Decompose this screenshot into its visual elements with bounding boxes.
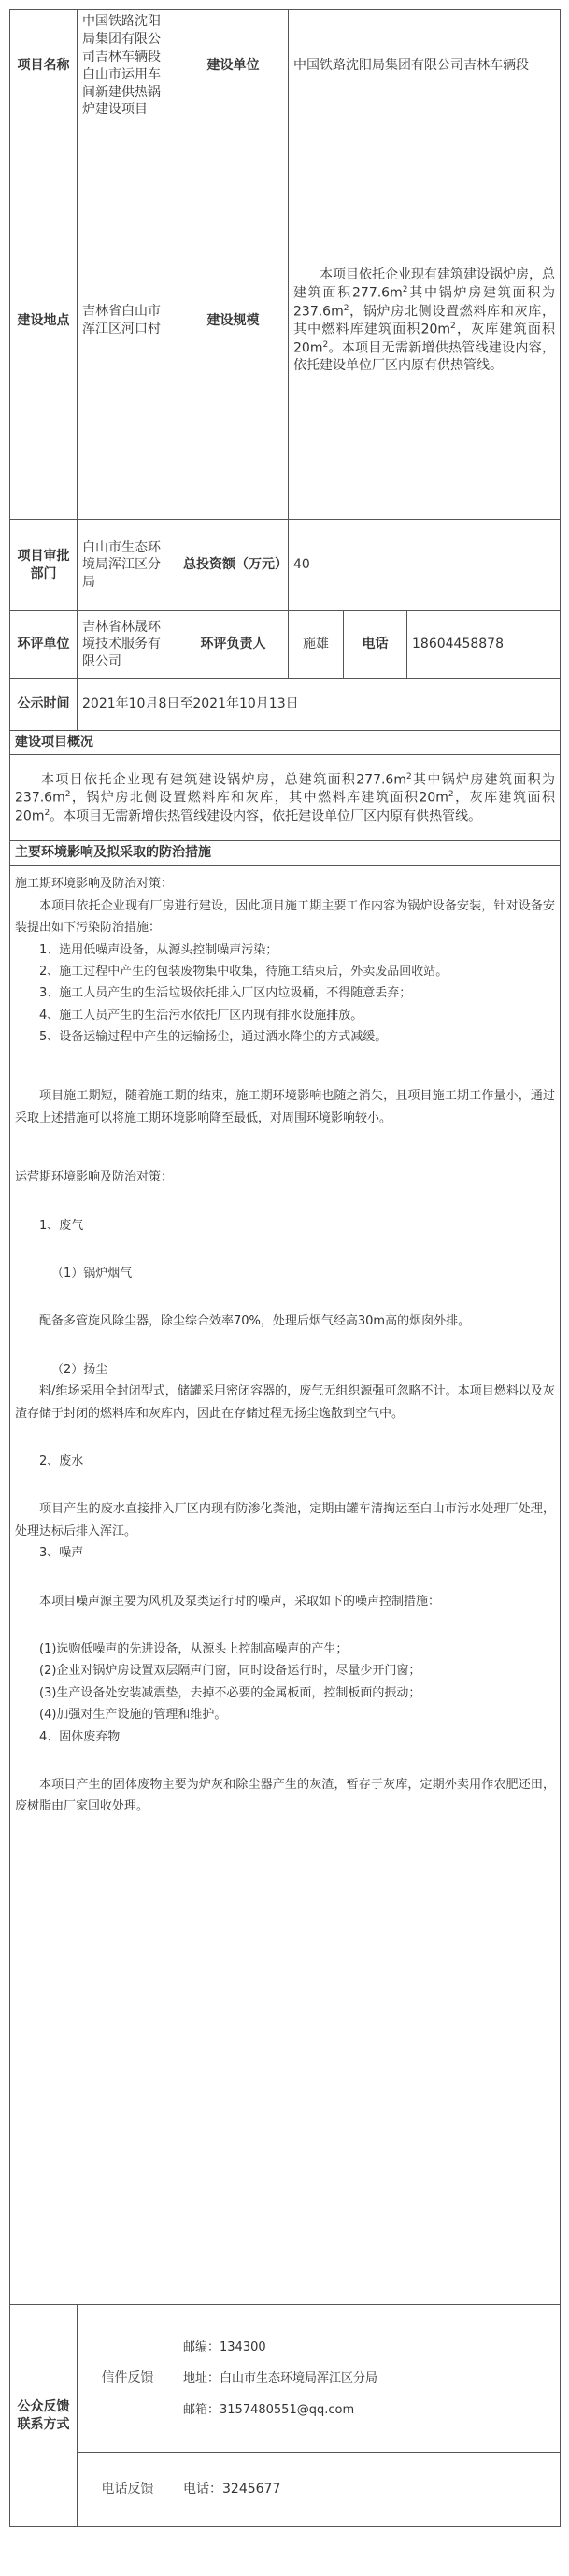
measures-text: [10, 866, 561, 2305]
spacer: [15, 1612, 555, 1639]
measures-p18: 本项目噪声源主要为风机及泵类运行时的噪声，采取如下的噪声控制措施：: [39, 1594, 441, 1609]
letter-content: [178, 2305, 561, 2453]
address-line: 地址：白山市生态环境局浑江区分局: [183, 2371, 378, 2386]
builder-value: 中国铁路沈阳局集团有限公司吉林车辆段: [289, 10, 561, 122]
spacer: [15, 1237, 555, 1263]
measures-p3: 1、选用低噪声设备，从源头控制噪声污染；: [39, 942, 278, 957]
row-period: [10, 679, 561, 731]
measures-p20: (2)企业对锅炉房设置双层隔声门窗，同时设备运行时，尽量少开门窗；: [39, 1664, 421, 1679]
measures-p8: 项目施工期短，随着施工期的结束，施工期环境影响也随之消失，且项目施工期工作量小，通过采取上述措施可以将施工期环境影响降至最低，对周围环境影响较小。: [15, 1089, 555, 1125]
spacer: [15, 1048, 555, 1085]
row-overview-head: [10, 731, 561, 755]
eia-person-label: 环评负责人: [178, 611, 289, 679]
measures-p7: 5、设备运输过程中产生的运输扬尘，通过洒水降尘的方式减缓。: [39, 1030, 388, 1045]
measures-p13: （2）扬尘: [51, 1362, 108, 1377]
approval-label: 项目审批部门: [10, 520, 78, 611]
eia-person-value: 施雄: [289, 611, 344, 679]
email-line: 邮箱：3157480551@qq.com: [183, 2402, 355, 2417]
project-name-value: 中国铁路沈阳局集团有限公司吉林车辆段白山市运用车间新建供热锅炉建设项目: [78, 10, 178, 122]
measures-p21: (3)生产设备处安装减震垫，去掉不必要的金属板面，控制板面的振动；: [39, 1685, 421, 1700]
measures-p15: 2、废水: [39, 1453, 84, 1468]
measures-p14: 料/维场采用全封闭型式，储罐采用密闭容器的，废气无组织源强可忽略不计。本项目燃料以及灰渣存储于封闭的燃料库和灰库内，因此在存储过程无扬尘逸散到空气中。: [15, 1384, 555, 1421]
measures-p4: 2、施工过程中产生的包装废物集中收集，待施工结束后，外卖废品回收站。: [39, 964, 448, 979]
location-value: 吉林省白山市浑江区河口村: [78, 122, 178, 520]
phone-label: 电话: [344, 611, 407, 679]
spacer: [15, 1472, 555, 1498]
measures-p16: 项目产生的废水直接排入厂区内现有防渗化粪池，定期由罐车清掏运至白山市污水处理厂处理，处理达标后排入浑江。: [15, 1502, 555, 1538]
row-approval: [10, 520, 561, 611]
letter-label: 信件反馈: [78, 2305, 178, 2453]
measures-p12: 配备多管旋风除尘器，除尘综合效率70%，处理后烟气经高30m高的烟囱外排。: [39, 1314, 471, 1329]
measures-p23: 4、固体废弃物: [39, 1729, 121, 1744]
spacer: [15, 1424, 555, 1451]
spacer: [15, 1189, 555, 1215]
row-overview: [10, 755, 561, 841]
measures-p5: 3、施工人员产生的生活垃圾依托排入厂区内垃圾桶，不得随意丢弃；: [39, 986, 412, 1001]
row-location: [10, 122, 561, 520]
location-label: 建设地点: [10, 122, 78, 520]
feedback-label: 公众反馈联系方式: [10, 2305, 78, 2527]
investment-label: 总投资额（万元）: [178, 520, 289, 611]
row-project-name: [10, 10, 561, 122]
phone-value: 18604458878: [407, 611, 561, 679]
period-value: 2021年10月8日至2021年10月13日: [78, 679, 561, 731]
measures-p19: (1)选购低噪声的先进设备，从源头上控制高噪声的产生；: [39, 1641, 349, 1656]
period-label: 公示时间: [10, 679, 78, 731]
measures-p6: 4、施工人员产生的生活污水依托厂区内现有排水设施排放。: [39, 1008, 363, 1023]
row-eia: [10, 611, 561, 679]
measures-heading: 主要环境影响及拟采取的防治措施: [10, 841, 561, 866]
approval-value: 白山市生态环境局浑江区分局: [78, 520, 178, 611]
eia-notice-table: [9, 9, 561, 2527]
row-tel: [10, 2453, 561, 2527]
row-measures: [10, 866, 561, 2305]
spacer: [15, 1333, 555, 1359]
tel-value: 电话：3245677: [178, 2453, 561, 2527]
builder-label: 建设单位: [178, 10, 289, 122]
row-measures-head: [10, 841, 561, 866]
overview-text: 本项目依托企业现有建筑建设锅炉房，总建筑面积$277.6m^2$其中锅炉房建筑面积为$237.6m^2$，锅炉房北侧设置燃料库和灰库，其中燃料库建筑面积$20m^2$，灰库建筑面积$20m^2$。本项目无需新增供热管线建设内容，依托建设单位厂区内原有供热管线。: [10, 755, 561, 841]
measures-p1: 施工期环境影响及防治对策：: [15, 877, 174, 892]
overview-heading: 建设项目概况: [10, 731, 561, 755]
eia-unit-value: 吉林省林晟环境技术服务有限公司: [78, 611, 178, 679]
row-feedback: [10, 2305, 561, 2453]
postcode-line: 邮编：134300: [183, 2340, 266, 2354]
spacer: [15, 1129, 555, 1166]
measures-p10: 1、废气: [39, 1218, 84, 1233]
measures-p24: 本项目产生的固体废物主要为炉灰和除尘器产生的灰渣，暂存于灰库，定期外卖用作农肥还田，废树脂由厂家回收处理。: [15, 1777, 555, 1814]
measures-p2: 本项目依托企业现有厂房进行建设，因此项目施工期主要工作内容为锅炉设备安装，针对设备安装提出如下污染防治措施：: [15, 898, 555, 936]
measures-p22: (4)加强对生产设施的管理和维护。: [39, 1708, 227, 1723]
measures-p17: 3、噪声: [39, 1546, 84, 1561]
spacer: [15, 1565, 555, 1591]
investment-value: 40: [289, 520, 561, 611]
measures-p11: （1）锅炉烟气: [51, 1267, 133, 1281]
scale-value: 本项目依托企业现有建筑建设锅炉房，总建筑面积$277.6m^2$其中锅炉房建筑面积为$237.6m^2$，锅炉房北侧设置燃料库和灰库，其中燃料库建筑面积$20m^2$，灰库建筑面积$20m^2$。本项目无需新增供热管线建设内容，依托建设单位厂区内原有供热管线。: [289, 122, 561, 520]
scale-label: 建设规模: [178, 122, 289, 520]
eia-unit-label: 环评单位: [10, 611, 78, 679]
spacer: [15, 1284, 555, 1310]
project-name-label: 项目名称: [10, 10, 78, 122]
spacer: [15, 1748, 555, 1774]
measures-p9: 运营期环境影响及防治对策：: [15, 1170, 174, 1185]
tel-label: 电话反馈: [78, 2453, 178, 2527]
